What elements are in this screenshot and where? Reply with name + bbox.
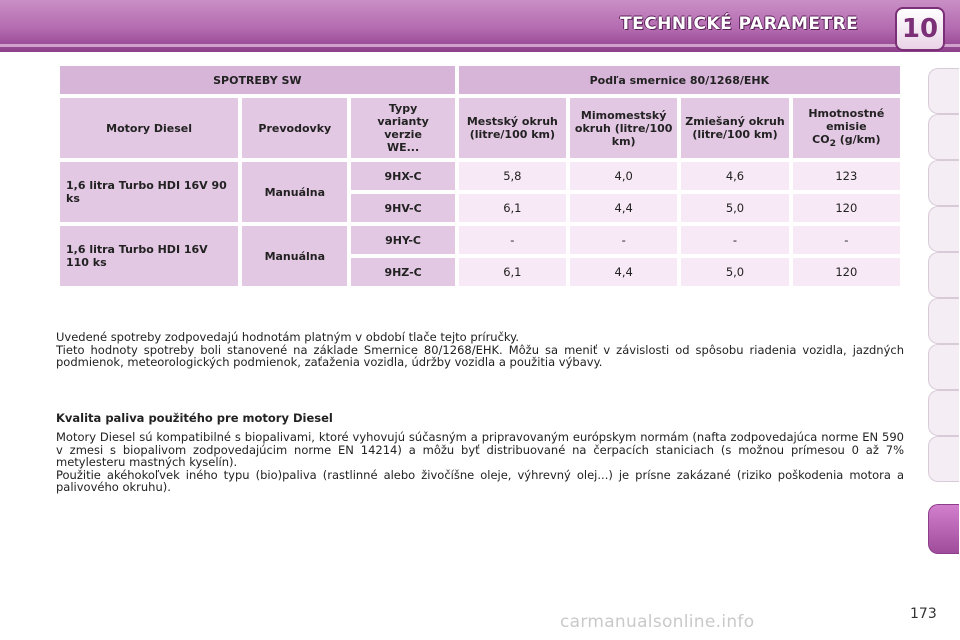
fuel-quality-heading: Kvalita paliva použitého pre motory Diesel: [56, 411, 333, 425]
extra-urban-value: 4,4: [570, 194, 677, 222]
side-tab[interactable]: [928, 206, 959, 252]
col-gearbox: Prevodovky: [242, 98, 347, 158]
page-title: TECHNICKÉ PARAMETRE: [620, 14, 859, 34]
combined-value: 4,6: [681, 162, 788, 190]
col-combined: Zmiešaný okruh (litre/100 km): [681, 98, 788, 158]
combined-value: 5,0: [681, 194, 788, 222]
fuel-quality-para-2: Použitie akéhokoľvek iného typu (bio)paliva (rastlinné alebo živočíšne oleje, výhrevný olej...) je prísne zakázané (riziko poškodenia motora a palivového okruhu).: [56, 467, 904, 494]
type-code: 9HZ-C: [351, 258, 454, 286]
col-types: [351, 98, 454, 158]
engine-cell: [60, 226, 238, 286]
col-co2-prefix: CO: [812, 132, 830, 146]
col-co2-subscript: 2: [829, 138, 836, 150]
gearbox-cell: Manuálna: [242, 226, 347, 286]
side-tab[interactable]: [928, 298, 959, 344]
header-sheen: [0, 44, 960, 47]
type-code: 9HV-C: [351, 194, 454, 222]
co2-value: 123: [793, 162, 900, 190]
combined-value: 5,0: [681, 258, 788, 286]
co2-value: -: [793, 226, 900, 254]
co2-value: 120: [793, 258, 900, 286]
chapter-side-tabs: [928, 68, 960, 578]
engine-label: 1,6 litra Turbo HDI 16V 90 ks: [66, 179, 227, 205]
urban-value: 5,8: [459, 162, 566, 190]
side-tab-active[interactable]: [928, 504, 959, 554]
urban-value: -: [459, 226, 566, 254]
consumption-table: [56, 62, 904, 290]
side-tab[interactable]: [928, 114, 959, 160]
engine-cell: [60, 162, 238, 222]
watermark: carmanualsonline.info: [560, 612, 755, 632]
gearbox-cell: Manuálna: [242, 162, 347, 222]
urban-value: 6,1: [459, 258, 566, 286]
fuel-quality-text: [56, 431, 904, 494]
co2-value: 120: [793, 194, 900, 222]
col-engines: Motory Diesel: [60, 98, 238, 158]
notes-line-2: Tieto hodnoty spotreby boli stanovené na základe Smernice 80/1268/EHK. Môžu sa meniť v závislosti od spôsobu riadenia vozidla, jazdných podmienok, meteorologických podmienok, zaťaženia vozidla, údržby vozidla a použitia výbavy.: [56, 342, 904, 369]
col-urban: Mestský okruh (litre/100 km): [459, 98, 566, 158]
chapter-number-badge: 10: [895, 7, 945, 51]
combined-value: -: [681, 226, 788, 254]
col-co2-suffix: (g/km): [835, 132, 881, 146]
extra-urban-value: 4,0: [570, 162, 677, 190]
header-spotreby: SPOTREBY SW: [60, 66, 455, 94]
side-tab[interactable]: [928, 160, 959, 206]
col-co2-label: Hmotnostné emisie: [808, 106, 885, 133]
fuel-quality-para-1: Motory Diesel sú kompatibilné s biopalivami, ktoré vyhovujú súčasným a pripravovaným európskym normám (nafta zodpovedajúca norme EN 590 v zmesi s biopalivom zodpovedajúcim norme EN 14214) a môžu byť distribuované na čerpacích staniciach (s možnou prímesou 0 až 7% metylesteru mastných kyselín).: [56, 430, 904, 469]
consumption-notes: [56, 331, 904, 369]
col-co2-unit: [795, 133, 898, 149]
notes-line-1: Uvedené spotreby zodpovedajú hodnotám platným v období tlače tejto príručky.: [56, 330, 519, 344]
side-tab[interactable]: [928, 252, 959, 298]
type-code: 9HX-C: [351, 162, 454, 190]
type-code: 9HY-C: [351, 226, 454, 254]
side-tab[interactable]: [928, 344, 959, 390]
side-tab[interactable]: [928, 436, 959, 482]
urban-value: 6,1: [459, 194, 566, 222]
page-number: 173: [910, 606, 937, 622]
col-types-label: Typy varianty verzie WE...: [377, 102, 429, 154]
col-extra-urban: Mimomestský okruh (litre/100 km): [570, 98, 677, 158]
engine-label: 1,6 litra Turbo HDI 16V 110 ks: [66, 243, 208, 269]
extra-urban-value: 4,4: [570, 258, 677, 286]
extra-urban-value: -: [570, 226, 677, 254]
col-co2: [793, 98, 900, 158]
side-tab[interactable]: [928, 390, 959, 436]
header-directive: Podľa smernice 80/1268/EHK: [459, 66, 900, 94]
side-tab[interactable]: [928, 68, 959, 114]
